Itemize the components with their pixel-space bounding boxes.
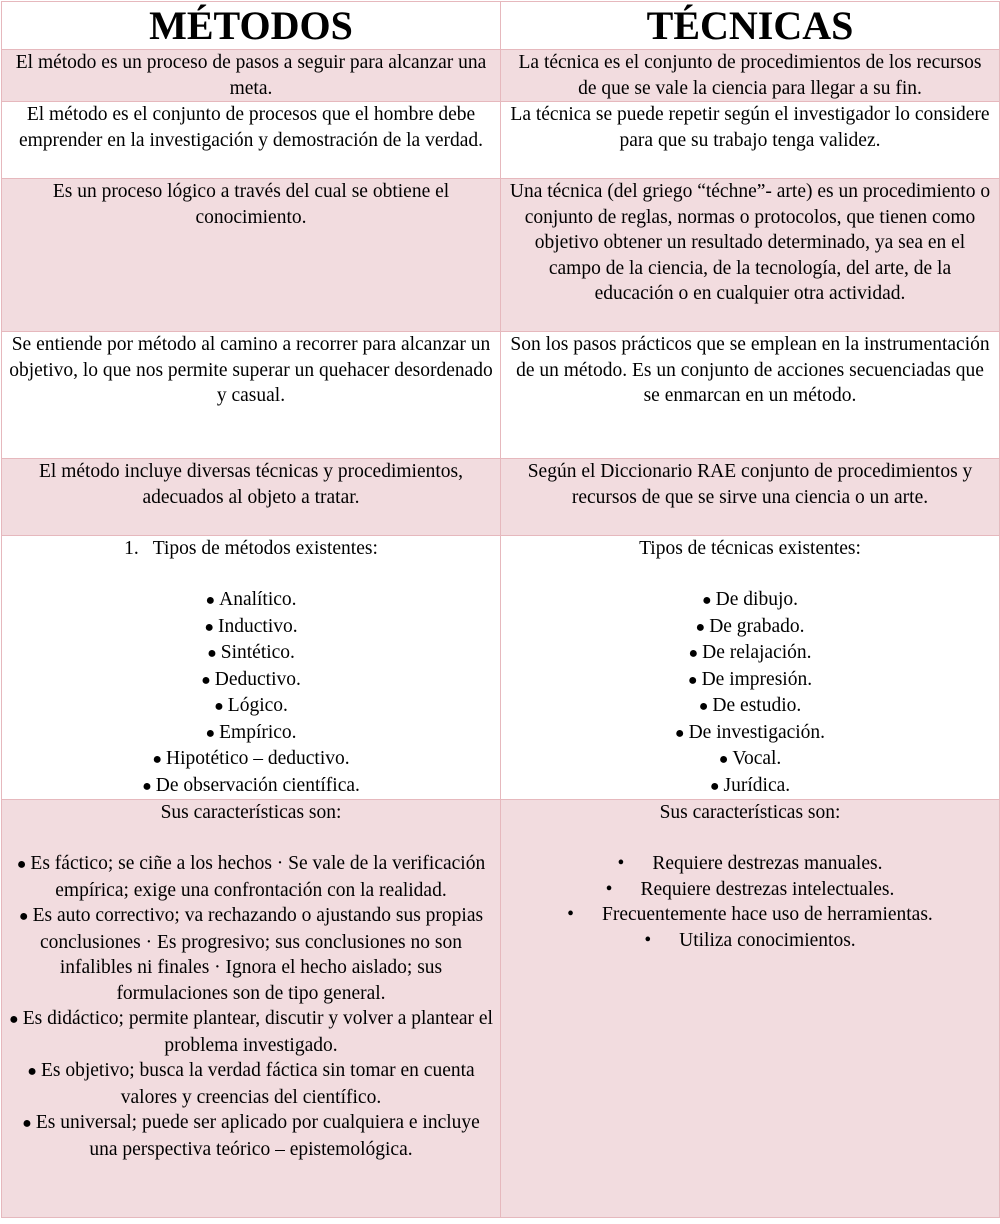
tipos-row: [2, 536, 1000, 800]
caracteristicas-heading: Sus características son:: [659, 802, 841, 823]
table-row: [2, 459, 1000, 536]
tipos-metodos-cell: [2, 536, 501, 800]
caracteristicas-heading: Sus características son:: [160, 802, 342, 823]
tecnica-cell: Son los pasos prácticos que se emplean en la instrumentación de un método. Es un conjunto de acciones secuenciadas que se enmarcan en un método.: [501, 332, 1000, 459]
tecnica-cell: Una técnica (del griego “téchne”- arte) es un procedimiento o conjunto de reglas, normas o protocolos, que tienen como objetivo obtener un resultado determinado, ya sea en el campo de la ciencia, de la tecnología, del arte, de la educación o en cualquier otra actividad.: [501, 179, 1000, 332]
tipos-tecnicas-heading: Tipos de técnicas existentes:: [639, 538, 861, 559]
metodo-cell: El método es un proceso de pasos a seguir para alcanzar una meta.: [2, 50, 501, 102]
tecnica-cell: La técnica es el conjunto de procedimientos de los recursos de que se vale la ciencia para llegar a su fin.: [501, 50, 1000, 102]
header-row: [2, 2, 1000, 50]
list-item: ● Analítico.: [205, 589, 297, 610]
metodo-cell: Se entiende por método al camino a recorrer para alcanzar un objetivo, lo que nos permite superar un quehacer desordenado y casual.: [2, 332, 501, 459]
list-item: ● De estudio.: [698, 695, 802, 716]
list-item: ● De impresión.: [687, 668, 813, 690]
list-item: ● Es auto correctivo; va rechazando o ajustando sus propias conclusiones · Es progresivo; sus conclusiones no son infalibles ni finales · Ignora el hecho aislado; sus formulaciones son de tipo general.: [18, 905, 484, 1004]
list-item: ● Es didáctico; permite plantear, discutir y volver a plantear el problema investigado.: [9, 1008, 493, 1056]
table-row: [2, 50, 1000, 102]
list-item: ● De investigación.: [674, 721, 826, 743]
caracteristicas-tecnicas-cell: [501, 800, 1000, 1218]
table-row: [2, 102, 1000, 179]
list-item: ● Deductivo.: [201, 668, 301, 690]
list-item: ● Lógico.: [214, 695, 288, 716]
list-item: ● Inductivo.: [204, 615, 298, 637]
metodo-cell: El método es el conjunto de procesos que el hombre debe emprender en la investigación y demostración de la verdad.: [2, 102, 501, 179]
list-item: ● De observación científica.: [142, 774, 360, 796]
tecnica-cell: La técnica se puede repetir según el investigador lo considere para que su trabajo tenga validez.: [501, 102, 1000, 179]
list-item: ● Es objetivo; busca la verdad fáctica sin tomar en cuenta valores y creencias del científico.: [27, 1060, 475, 1108]
list-item: ● De grabado.: [695, 615, 805, 637]
header-tecnicas: TÉCNICAS: [501, 2, 1000, 50]
list-item: ● Es fáctico; se ciñe a los hechos · Se vale de la verificación empírica; exige una confrontación con la realidad.: [16, 853, 486, 901]
metodo-cell: El método incluye diversas técnicas y procedimientos, adecuados al objeto a tratar.: [2, 459, 501, 536]
tipos-metodos-heading: 1. Tipos de métodos existentes:: [124, 538, 378, 559]
header-metodos: MÉTODOS: [2, 2, 501, 50]
list-item: ● De relajación.: [688, 642, 812, 663]
caracteristicas-metodos-cell: [2, 800, 501, 1218]
list-item: ● Es universal; puede ser aplicado por cualquiera e incluye una perspectiva teórico – epistemológica.: [22, 1112, 480, 1160]
list-item: • Requiere destrezas manuales.: [617, 853, 883, 874]
list-item: ● Empírico.: [205, 721, 297, 743]
table-row: [2, 332, 1000, 459]
list-item: ● De dibujo.: [702, 589, 798, 610]
tecnica-cell: Según el Diccionario RAE conjunto de procedimientos y recursos de que se sirve una ciencia o un arte.: [501, 459, 1000, 536]
caracteristicas-row: [2, 800, 1000, 1218]
list-item: ● Vocal.: [718, 748, 782, 769]
metodo-cell: Es un proceso lógico a través del cual se obtiene el conocimiento.: [2, 179, 501, 332]
list-item: • Requiere destrezas intelectuales.: [605, 878, 895, 900]
list-item: • Frecuentemente hace uso de herramientas.: [567, 904, 933, 925]
list-item: • Utiliza conocimientos.: [644, 929, 856, 951]
list-item: ● Jurídica.: [709, 774, 791, 796]
tipos-tecnicas-cell: [501, 536, 1000, 800]
table-row: [2, 179, 1000, 332]
list-item: ● Sintético.: [207, 642, 295, 663]
list-item: ● Hipotético – deductivo.: [152, 748, 350, 769]
comparison-table: [1, 1, 1000, 1218]
